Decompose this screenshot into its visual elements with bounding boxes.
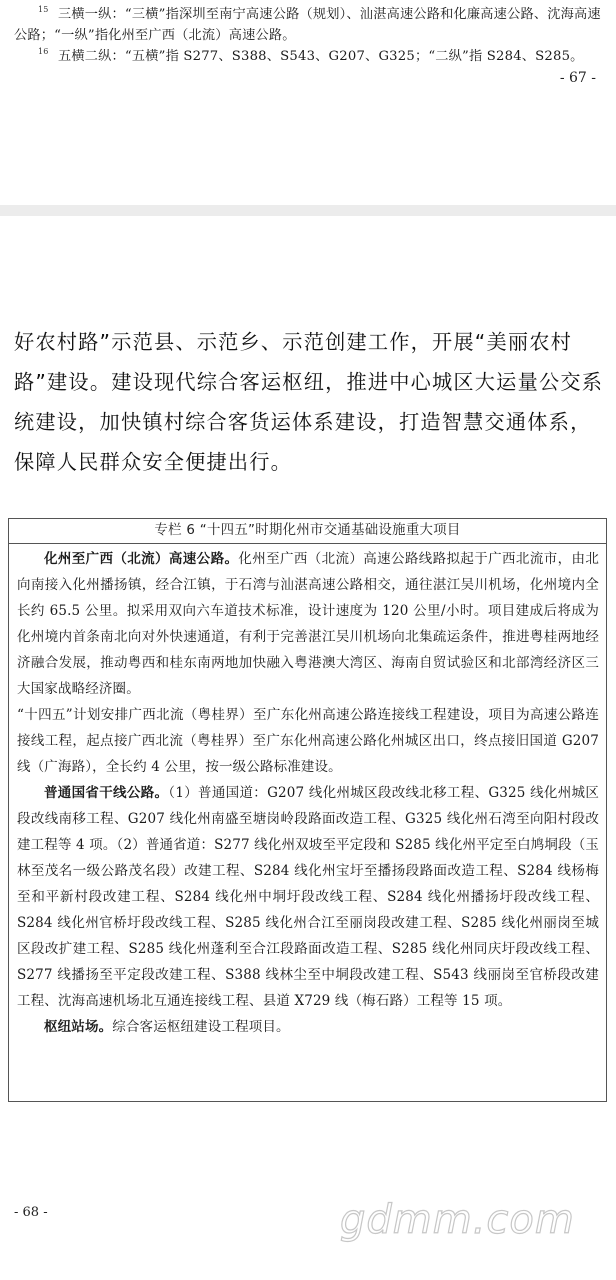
section-heading: 普通国省干线公路。	[44, 785, 169, 801]
footnote-15	[14, 4, 604, 46]
page-separator	[0, 205, 616, 216]
project-box	[8, 518, 607, 1102]
section-hub-stations	[17, 1014, 599, 1040]
section-trunk-roads	[17, 780, 599, 1014]
footnote-16	[14, 46, 604, 67]
footnote-number: 16	[38, 47, 49, 56]
section-text: 化州至广西（北流）高速公路线路拟起于广西北流市，由北向南接入化州播扬镇，经合江镇，于石湾与汕湛高速公路相交，通往湛江吴川机场，化州境内全长约 65.5 公里。拟采用双向六车道技术标准，设计速度为 120 公里/小时。项目建成后将成为化州境内首条南北向对外快速通道，有利于完善湛江吴川机场向北集疏运条件，推进粤桂两地经济融合发展，推动粤西和桂东南两地加快融入粤港澳大湾区、海南自贸试验区和北部湾经济区三大国家战略经济圈。	[17, 551, 599, 697]
box-body	[9, 544, 606, 1040]
section-heading: 化州至广西（北流）高速公路。	[44, 551, 239, 567]
watermark: gdmm.com	[340, 1197, 575, 1243]
section-highway-continuation	[17, 702, 599, 780]
page-number: - 68 -	[14, 1205, 48, 1220]
section-text: （1）普通国道：G207 线化州城区段改线北移工程、G325 线化州城区段改线南移工程、G207 线化州南盛至塘岗岭段路面改造工程、G325 线化州石湾至向阳村段改建工程等 4 项。（2）普通省道：S277 线化州双坡至平定段和 S285 线化州平定至白鸠垌段（玉林至茂名一级公路茂名段）改建工程、S284 线化州宝圩至播扬段路面改造工程、S284 线杨梅至和平新村段改建工程、S284 线化州中垌圩段改线工程、S284 线化州播扬圩段改线工程、S284 线化州官桥圩段改线工程、S285 线化州合江至丽岗段改建工程、S285 线化州丽岗至城区段改扩建工程、S285 线化州蓬利至合江段路面改造工程、S285 线化州同庆圩段改线工程、S277 线播扬至平定段改建工程、S388 线林尘至中垌段改建工程、S543 线丽岗至官桥段改建工程、沈海高速机场北互通连接线工程、县道 X729 线（梅石路）工程等 15 项。	[17, 785, 599, 1009]
section-text: 综合客运枢纽建设工程项目。	[112, 1019, 290, 1035]
current-page	[0, 216, 616, 1280]
section-heading: 枢纽站场。	[44, 1019, 113, 1035]
body-paragraph: 好农村路”示范县、示范乡、示范创建工作，开展“美丽农村路”建设。建设现代综合客运枢纽，推进中心城区大运量公交系统建设，加快镇村综合客货运体系建设，打造智慧交通体系，保障人民群众安全便捷出行。	[14, 330, 604, 474]
footnote-text: 三横一纵：“三横”指深圳至南宁高速公路（规划）、汕湛高速公路和化廉高速公路、沈海高速公路；“一纵”指化州至广西（北流）高速公路。	[14, 7, 601, 43]
previous-page-fragment	[0, 0, 616, 205]
page-number: - 67 -	[559, 70, 596, 86]
section-text: “十四五”计划安排广西北流（粤桂界）至广东化州高速公路连接线工程建设，项目为高速公路连接线工程，起点接广西北流（粤桂界）至广东化州高速公路化州城区出口，终点接旧国道 G207 线（广海路），全长约 4 公里，按一级公路标准建设。	[17, 707, 599, 775]
footnote-number: 15	[38, 5, 49, 14]
section-highway	[17, 546, 599, 702]
box-title: 专栏 6 “十四五”时期化州市交通基础设施重大项目	[9, 519, 606, 544]
footnote-text: 五横二纵：“五横”指 S277、S388、S543、G207、G325；“二纵”指 S284、S285。	[58, 49, 584, 64]
